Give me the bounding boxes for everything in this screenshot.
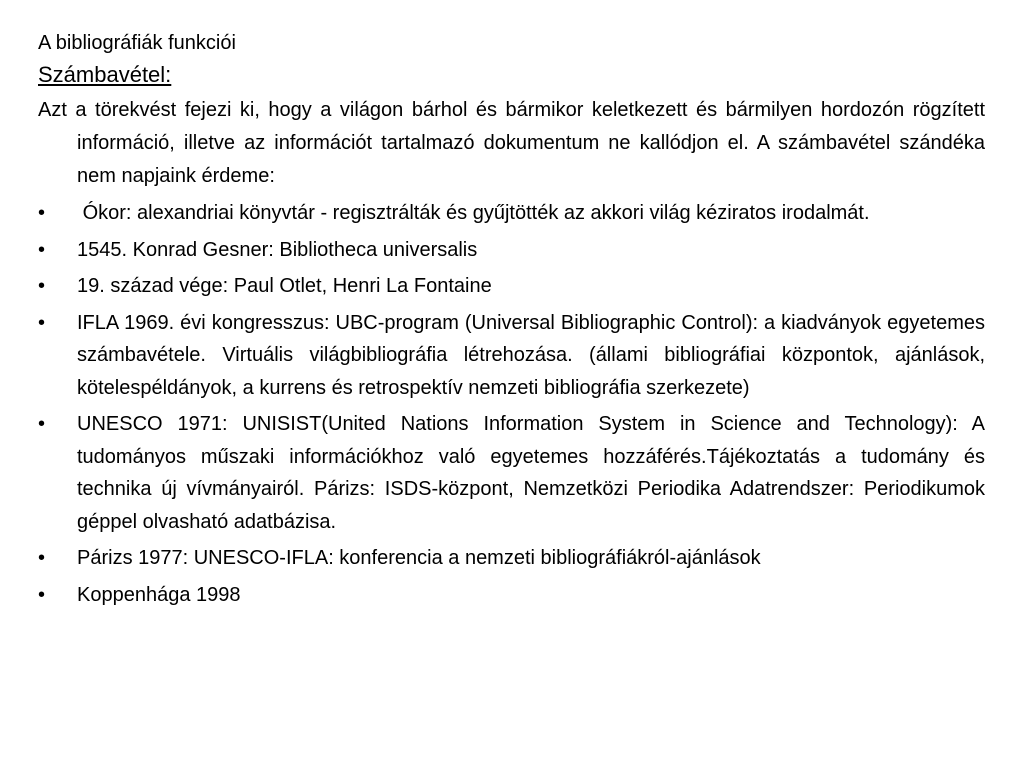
bullet-icon: •	[38, 202, 46, 224]
bullet-item	[38, 270, 985, 303]
bullet-text: Párizs 1977: UNESCO-IFLA: konferencia a nemzeti bibliográfiákról-ajánlások	[77, 547, 761, 569]
bullet-text: UNESCO 1971: UNISIST(United Nations Information System in Science and Technology): A tudományos műszaki információkhoz való egyetemes hozzáférés.Tájékoztatás a tudomány és technika új vívmányairól. Párizs: ISDS-központ, Nemzetközi Periodika Adatrendszer: Periodikumok géppel olvasható adatbázisa.	[77, 413, 985, 533]
page-title: A bibliográfiák funkciói	[38, 32, 236, 54]
bullet-item	[38, 579, 985, 612]
bullet-text: 1545. Konrad Gesner: Bibliotheca universalis	[77, 238, 478, 261]
bullet-icon: •	[38, 413, 46, 435]
bullet-text: IFLA 1969. évi kongresszus: UBC-program (Universal Bibliographic Control): a kiadványok egyetemes számbavétele. Virtuális világbibliográfia létrehozása. (állami bibliográfiai központok, ajánlások, kötelespéldányok, a kurrens és retrospektív nemzeti bibliográfia szerkezete)	[77, 311, 985, 399]
bullet-text: Ókor: alexandriai könyvtár - regisztrálták és gyűjtötték az akkori világ kéziratos irodalmát.	[77, 202, 870, 224]
bullet-item	[38, 542, 985, 575]
section-heading: Számbavétel:	[38, 62, 172, 87]
bullet-list	[38, 197, 985, 611]
bullet-icon: •	[38, 583, 46, 606]
intro-paragraph: Azt a törekvést fejezi ki, hogy a világon bárhol és bármikor keletkezett és bármilyen hordozón rögzített információ, illetve az információt tartalmazó dokumentum ne kallódjon el. A számbavétel szándéka nem napjaink érdeme:	[38, 99, 985, 187]
bullet-icon: •	[38, 311, 46, 334]
slide-content	[38, 28, 985, 615]
bullet-item	[38, 234, 985, 267]
bullet-item	[38, 408, 985, 538]
bullet-item	[38, 197, 985, 230]
bullet-item	[38, 307, 985, 405]
bullet-text: 19. század vége: Paul Otlet, Henri La Fontaine	[77, 275, 492, 297]
bullet-text: Koppenhága 1998	[77, 583, 241, 606]
bullet-icon: •	[38, 275, 46, 297]
bullet-icon: •	[38, 547, 46, 569]
bullet-icon: •	[38, 238, 46, 261]
